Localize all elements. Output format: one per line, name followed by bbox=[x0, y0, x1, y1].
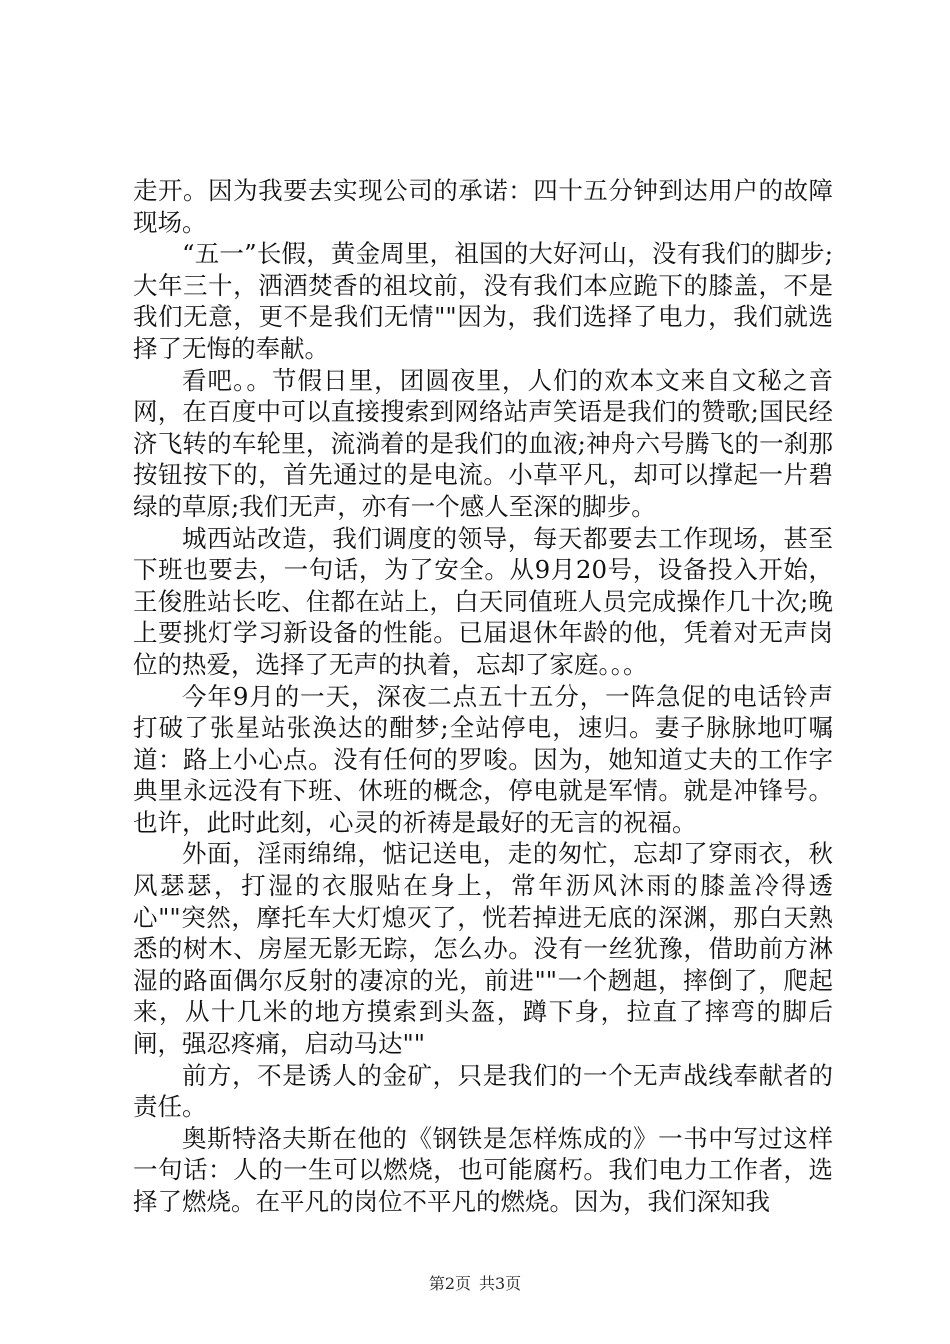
page-number: 第2页 bbox=[428, 1274, 471, 1293]
paragraph: 今年9月的一天，深夜二点五十五分，一阵急促的电话铃声打破了张星站张涣达的酣梦;全站停电，速归。妻子脉脉地叮嘱道：路上小心点。没有任何的罗唆。因为，她知道丈夫的工作字典里永远没有下班、休班的概念，停电就是军情。就是冲锋号。也许，此时此刻，心灵的祈祷是最好的无言的祝福。 bbox=[133, 681, 833, 837]
paragraph: “五一”长假，黄金周里，祖国的大好河山，没有我们的脚步;大年三十，洒酒焚香的祖坟前，没有我们本应跪下的膝盖，不是我们无意，更不是我们无情""因为，我们选择了电力，我们就选择了无悔的奉献。 bbox=[133, 239, 833, 363]
paragraph: 奥斯特洛夫斯在他的《钢铁是怎样炼成的》一书中写过这样一句话：人的一生可以燃烧，也可能腐朽。我们电力工作者，选择了燃烧。在平凡的岗位不平凡的燃烧。因为，我们深知我 bbox=[133, 1123, 833, 1216]
paragraph: 城西站改造，我们调度的领导，每天都要去工作现场，甚至下班也要去，一句话，为了安全。从9月20号，设备投入开始，王俊胜站长吃、住都在站上，白天同值班人员完成操作几十次;晚上要挑灯学习新设备的性能。已届退休年龄的他，凭着对无声岗位的热爱，选择了无声的执着，忘却了家庭。。。 bbox=[133, 523, 833, 679]
paragraph: 前方，不是诱人的金矿，只是我们的一个无声战线奉献者的责任。 bbox=[133, 1060, 833, 1122]
document-body bbox=[133, 175, 833, 1218]
page-total: 共3页 bbox=[479, 1274, 522, 1293]
paragraph: 外面，淫雨绵绵，惦记送电，走的匆忙，忘却了穿雨衣，秋风瑟瑟，打湿的衣服贴在身上，常年沥风沐雨的膝盖冷得透心""突然，摩托车大灯熄灭了，恍若掉进无底的深渊，那白天熟悉的树木、房屋无影无踪，怎么办。没有一丝犹豫，借助前方淋湿的路面偶尔反射的凄凉的光，前进""一个趔趄，摔倒了，爬起来，从十几米的地方摸索到头盔，蹲下身，拉直了摔弯的脚后闸，强忍疼痛，启动马达"" bbox=[133, 839, 833, 1059]
paragraph: 看吧。。节假日里，团圆夜里，人们的欢本文来自文秘之音网，在百度中可以直接搜索到网络站声笑语是我们的赞歌;国民经济飞转的车轮里，流淌着的是我们的血液;神舟六号腾飞的一刹那按钮按下的，首先通过的是电流。小草平凡，却可以撑起一片碧绿的草原;我们无声，亦有一个感人至深的脚步。 bbox=[133, 365, 833, 521]
paragraph: 走开。因为我要去实现公司的承诺：四十五分钟到达用户的故障现场。 bbox=[133, 176, 833, 237]
page-footer bbox=[0, 1271, 950, 1294]
